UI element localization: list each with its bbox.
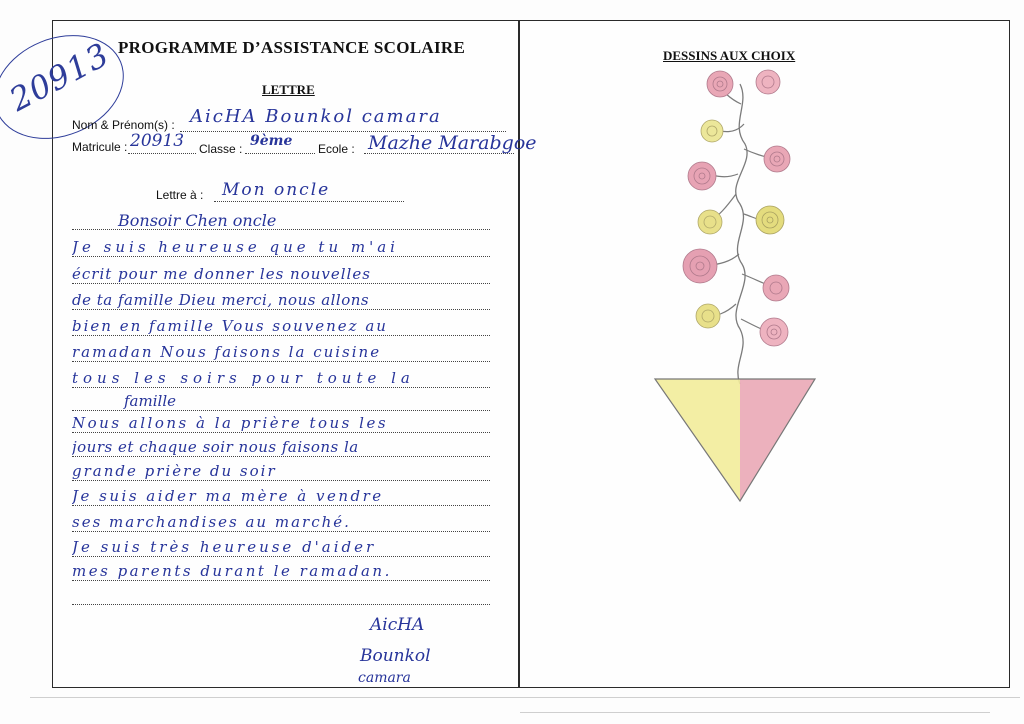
signature-last-name: camara — [358, 670, 411, 684]
signature-middle-name: Bounkol — [360, 646, 431, 666]
pink-flower — [756, 70, 780, 94]
pink-flower — [707, 71, 733, 97]
letter-line: famille — [124, 394, 176, 409]
letter-dotted-line — [72, 256, 490, 257]
letter-line: grande prière du soir — [72, 464, 277, 479]
matricule-label: Matricule : — [72, 140, 128, 154]
ecole-label: Ecole : — [318, 142, 355, 156]
yellow-flower — [698, 210, 722, 234]
letter-line: écrit pour me donner les nouvelles — [72, 267, 371, 282]
letter-dotted-line — [72, 556, 490, 557]
form-title: PROGRAMME D’ASSISTANCE SCOLAIRE — [118, 38, 466, 57]
letter-dotted-line — [72, 309, 490, 310]
letter-dotted-line — [72, 387, 490, 388]
flower-pot — [655, 379, 815, 501]
letter-line: Nous allons à la prière tous les — [72, 416, 389, 431]
form-subtitle: LETTRE — [262, 82, 315, 97]
letter-dotted-line — [72, 456, 490, 457]
yellow-flower — [696, 304, 720, 328]
classe-value: 9ème — [250, 133, 293, 149]
pink-flower — [683, 249, 717, 283]
page-divider — [518, 20, 520, 688]
pink-flower — [764, 146, 790, 172]
flower-pot-drawing — [640, 64, 840, 514]
letter-line: tous les soirs pour toute la — [72, 371, 415, 386]
drawing-section-title: DESSINS AUX CHOIX — [663, 48, 796, 63]
letter-line: jours et chaque soir nous faisons la — [72, 440, 359, 455]
letter-dotted-line — [72, 604, 490, 605]
letter-dotted-line — [72, 480, 490, 481]
letter-line: ses marchandises au marché. — [72, 515, 351, 530]
letter-line: mes parents durant le ramadan. — [72, 564, 392, 579]
name-value: AicHA Bounkol camara — [190, 106, 442, 127]
ecole-value: Mazhe Marabgoe — [368, 132, 537, 154]
letter-dotted-line — [72, 432, 490, 433]
letter-line: Je suis aider ma mère à vendre — [72, 489, 384, 504]
classe-label: Classe : — [199, 142, 243, 156]
lettre-a-dotted-line — [214, 201, 404, 202]
letter-dotted-line — [72, 580, 490, 581]
yellow-flower — [701, 120, 723, 142]
pink-flower — [688, 162, 716, 190]
letter-line: Je suis très heureuse d'aider — [72, 540, 377, 555]
name-label: Nom & Prénom(s) : — [72, 118, 175, 132]
matricule-stamp-number: 20913 — [3, 35, 116, 119]
lettre-a-value: Mon oncle — [222, 180, 331, 200]
letter-dotted-line — [72, 410, 490, 411]
letter-dotted-line — [72, 505, 490, 506]
yellow-flower — [756, 206, 784, 234]
letter-line: Bonsoir Chen oncle — [118, 213, 277, 229]
letter-dotted-line — [72, 229, 490, 230]
signature-first-name: AicHA — [370, 615, 425, 635]
matricule-value: 20913 — [130, 131, 185, 151]
scan-edge-line-2 — [520, 712, 990, 713]
lettre-a-label: Lettre à : — [156, 188, 204, 202]
letter-dotted-line — [72, 335, 490, 336]
matricule-dotted-line — [128, 153, 196, 154]
letter-line: ramadan Nous faisons la cuisine — [72, 345, 382, 360]
letter-dotted-line — [72, 361, 490, 362]
pink-flower — [763, 275, 789, 301]
letter-dotted-line — [72, 283, 490, 284]
letter-dotted-line — [72, 531, 490, 532]
letter-line: Je suis heureuse que tu m'ai — [72, 240, 399, 255]
letter-line: bien en famille Vous souvenez au — [72, 319, 388, 334]
classe-dotted-line — [245, 153, 315, 154]
letter-line: de ta famille Dieu merci, nous allons — [72, 293, 370, 308]
pink-flower — [760, 318, 788, 346]
scan-edge-line — [30, 697, 1020, 698]
